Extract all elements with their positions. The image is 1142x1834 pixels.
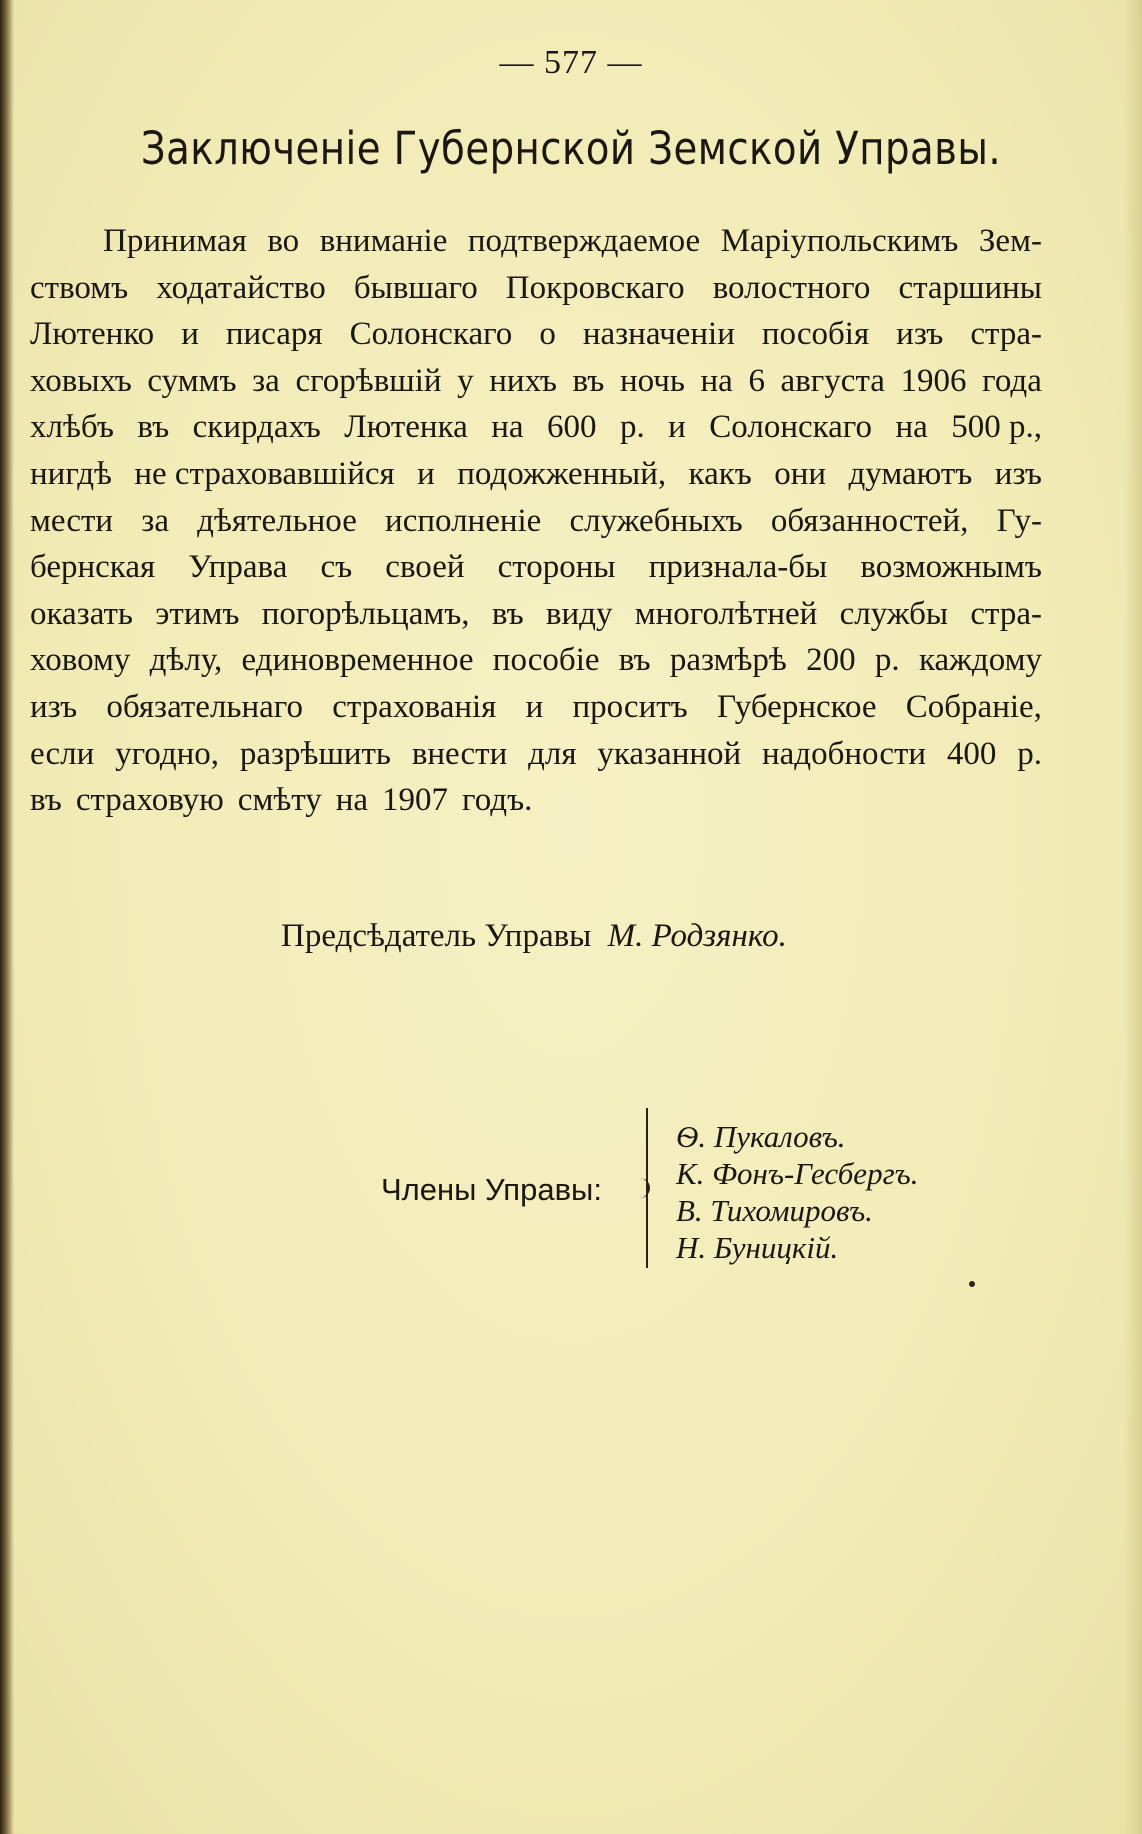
word: стра- [970, 595, 1042, 632]
word: указанной [597, 735, 742, 772]
word: сгорѣвшiй [295, 362, 442, 399]
word: и [417, 455, 435, 492]
word: года [982, 362, 1042, 399]
word: ховыхъ [30, 362, 132, 399]
text-line [30, 404, 1042, 451]
word: р. [874, 642, 900, 679]
text-line [30, 684, 1042, 731]
text-line [30, 265, 1042, 312]
word: погорѣльцамъ, [261, 595, 470, 632]
word: изъ [994, 455, 1042, 492]
word: смѣту [237, 782, 322, 819]
page-number: — 577 — [499, 44, 643, 81]
word: Управа [188, 549, 288, 586]
word: возможнымъ [860, 549, 1042, 586]
word: бывшаго [353, 269, 478, 306]
word: угодно, [115, 735, 220, 772]
word: страховую [75, 782, 224, 819]
word: этимъ [155, 595, 240, 632]
word: 1907 [382, 782, 449, 819]
word: подтверждаемое [467, 223, 701, 259]
word: во [267, 223, 300, 259]
word: назначенiи [582, 316, 735, 353]
word: р. [1017, 735, 1042, 772]
chairman-signature-line [281, 918, 787, 955]
word: и [525, 688, 544, 725]
text-line [30, 637, 1042, 684]
text-line [30, 218, 1042, 265]
word: суммъ [147, 362, 237, 399]
word: пособiя [761, 316, 870, 353]
word: изъ [896, 316, 944, 353]
word: обязательнаго [106, 688, 303, 725]
word: Покровскаго [505, 269, 685, 306]
text-line [30, 591, 1042, 638]
word: у [457, 362, 474, 399]
word: на [895, 409, 928, 446]
word: Лютенка [344, 409, 468, 446]
word: за [252, 362, 280, 399]
text-line [30, 311, 1042, 358]
word: единовременное [241, 642, 474, 679]
word: надобности [761, 735, 927, 772]
word: для [528, 735, 577, 772]
word: дѣятельное [197, 502, 357, 539]
word: разрѣшить [239, 735, 391, 772]
word: скирдахъ [192, 409, 321, 446]
word: службы [839, 595, 949, 632]
text-line [30, 731, 1042, 778]
word: проситъ [572, 688, 688, 725]
word: ствомъ [30, 269, 129, 306]
members-list [676, 1118, 919, 1266]
word: дѣлу, [149, 642, 223, 679]
word: внести [411, 735, 508, 772]
word: 1906 [900, 362, 967, 399]
word: Собранiе, [905, 688, 1042, 725]
word: не страховавшiйся [134, 455, 395, 492]
word: августа [780, 362, 885, 399]
word: въ [572, 362, 605, 399]
word: 400 [946, 735, 997, 772]
word: Лютенко [30, 316, 155, 353]
word: пособiе [492, 642, 600, 679]
word: каждому [918, 642, 1042, 679]
word: Гу- [996, 502, 1042, 539]
chairman-label: Предсѣдатель Управы [281, 918, 592, 954]
member-name: Н. Буницкiй. [676, 1230, 839, 1265]
word: нихъ [489, 362, 557, 399]
word: Марiупольскимъ [720, 223, 959, 259]
word: хлѣбъ [30, 409, 114, 446]
word: съ [320, 549, 353, 586]
ink-dot [969, 1281, 975, 1287]
word: въ [137, 409, 170, 446]
word: если [30, 735, 95, 772]
word: своей [385, 549, 465, 586]
members-label: Члены Управы: [381, 1172, 602, 1207]
word: исполненiе [385, 502, 542, 539]
chairman-name: М. Родзянко. [607, 918, 787, 954]
word: оказать [30, 595, 133, 632]
word: въ [618, 642, 651, 679]
book-gutter-shadow [0, 0, 14, 1834]
word: 6 [748, 362, 765, 399]
word: въ [30, 782, 62, 819]
word: 600 [547, 409, 597, 446]
text-line [30, 544, 1042, 591]
word: на [491, 409, 524, 446]
word: и [181, 316, 199, 353]
word: они [774, 455, 827, 492]
word: ночь [619, 362, 685, 399]
word: старшины [898, 269, 1042, 306]
word: бернская [30, 549, 156, 586]
word: писаря [225, 316, 323, 353]
word: Зем- [978, 223, 1042, 259]
word: нигдѣ [30, 455, 112, 492]
word: страхованiя [332, 688, 497, 725]
word: въ [491, 595, 524, 632]
word: Губернское [716, 688, 877, 725]
word: ходатайство [156, 269, 326, 306]
word: стороны [497, 549, 616, 586]
word: волостного [712, 269, 871, 306]
member-name: Ѳ. Пукаловъ. [676, 1119, 846, 1154]
word: признала-бы [648, 549, 828, 586]
word: ховому [30, 642, 131, 679]
word: думаютъ [848, 455, 973, 492]
word: о [539, 316, 556, 353]
word: 200 [806, 642, 856, 679]
word: Принимая [103, 223, 247, 259]
word: обязанностей, [770, 502, 969, 539]
word: подожженный, [457, 455, 667, 492]
word: на [335, 782, 369, 819]
word: служебныхъ [569, 502, 743, 539]
word: за [141, 502, 169, 539]
word: размѣрѣ [669, 642, 787, 679]
word: р. [619, 409, 645, 446]
word: мести [30, 502, 114, 539]
member-name: В. Тихомировъ. [676, 1193, 873, 1228]
word: многолѣтней [634, 595, 818, 632]
word: и [668, 409, 686, 446]
word: виду [545, 595, 613, 632]
word: на [700, 362, 733, 399]
word: изъ [30, 688, 78, 725]
word: вниманiе [319, 223, 448, 259]
word: стра- [970, 316, 1042, 353]
body-paragraph [30, 218, 1042, 824]
word: Солонскаго [349, 316, 513, 353]
word: годъ. [462, 782, 533, 819]
text-line [30, 777, 1042, 824]
page-edge [1124, 0, 1142, 1834]
text-line [30, 498, 1042, 545]
text-line [30, 358, 1042, 405]
word: 500 р., [951, 409, 1042, 446]
text-line [30, 451, 1042, 498]
section-title: Заключенiе Губернской Земской Управы. [140, 122, 1002, 175]
word: какъ [688, 455, 752, 492]
member-name: К. Фонъ-Гесбергъ. [676, 1156, 919, 1191]
word: Солонскаго [709, 409, 873, 446]
